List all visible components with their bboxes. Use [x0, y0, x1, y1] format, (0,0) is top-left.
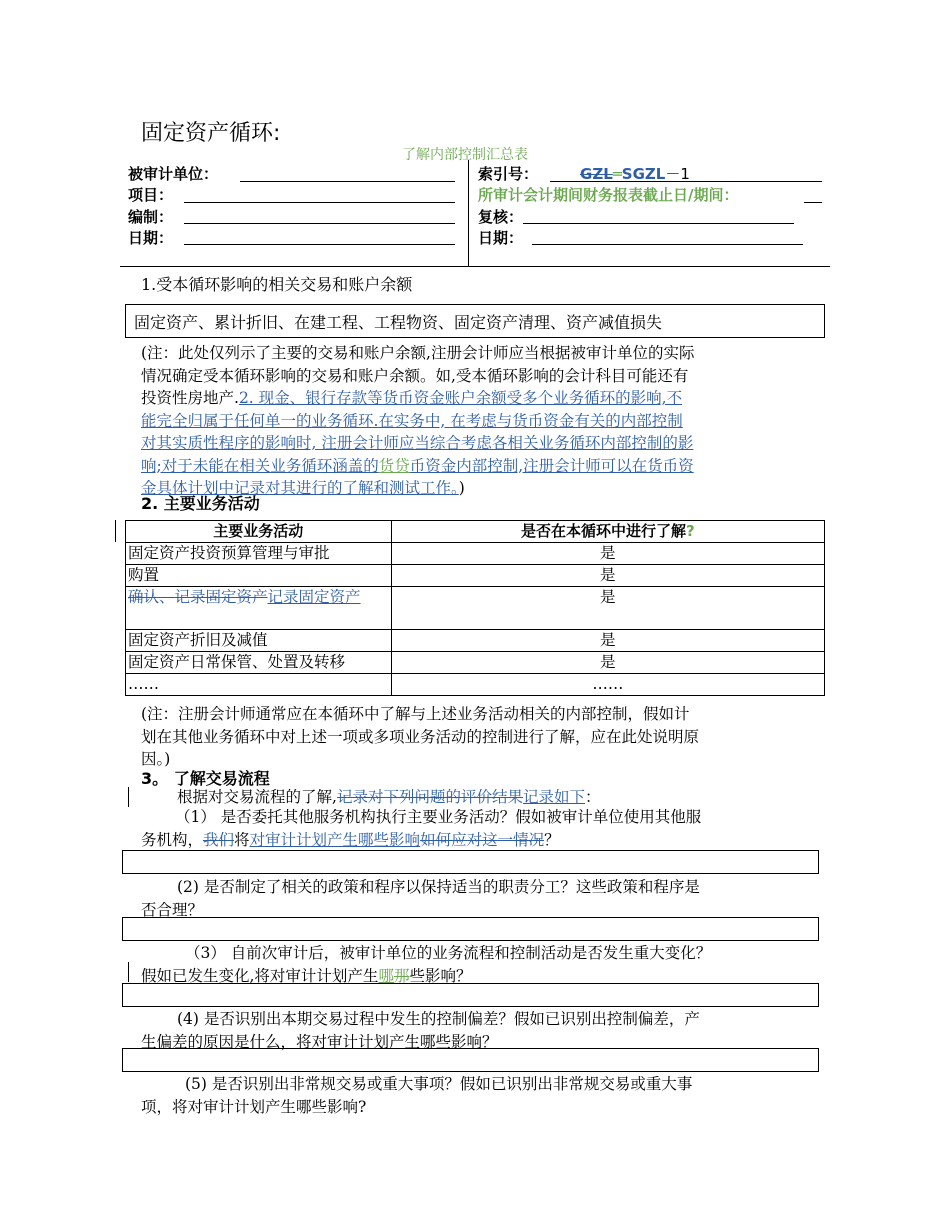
section3-intro: 根据对交易流程的了解,记录对下列问题的评价结果记录如下： — [177, 788, 601, 806]
accounts-text: 固定资产、累计折旧、在建工程、工程物资、固定资产清理、资产减值损失 — [134, 313, 663, 332]
status-cell: 是 — [391, 543, 824, 565]
table-marker — [115, 520, 116, 542]
activities-table — [125, 520, 825, 696]
date2-field[interactable] — [532, 244, 803, 245]
page-subtitle: 了解内部控制汇总表 — [402, 147, 528, 163]
answer-box-3[interactable] — [122, 983, 819, 1007]
project-label: 项目： — [128, 186, 174, 204]
section1-note: (注：此处仅列示了主要的交易和账户余额,注册会计师应当根据被审计单位的实际 情况确定受本循环影响的交易和账户余额。如,受本循环影响的会计科目可能还有 投资性房地产.2. 现金、银行存款等货币资金账户余额受多个业务循环的影响,不 能完全归属于任何单一的业务循环.在实务中, 在考虑与货币资金有关的内部控制 对其实质性程序的影响时, 注册会计师应当综合考虑各相关业务循环内部控制的影 响;对于未能在相关业务循环涵盖的货贷币资金内部控制,注册会计师可以在货币资 金具体计划中记录对其进行的了解和测试工作。) — [141, 344, 695, 497]
activity-cell: 固定资产折旧及减值 — [126, 630, 392, 652]
col-understood: 是否在本循环中进行了解? — [391, 521, 824, 543]
status-cell: 是 — [391, 630, 824, 652]
period-field[interactable] — [804, 202, 822, 203]
index-new: SGZL — [621, 165, 666, 183]
project-field[interactable] — [184, 202, 455, 203]
answer-box-1[interactable] — [122, 850, 819, 874]
review-field[interactable] — [523, 223, 794, 224]
col-activity: 主要业务活动 — [126, 521, 392, 543]
table-row — [126, 652, 825, 674]
entity-label: 被审计单位： — [128, 165, 219, 183]
activity-cell: 确认、记录固定资产记录固定资产 — [126, 587, 392, 630]
table-row — [126, 630, 825, 652]
page-title: 固定资产循环: — [141, 121, 281, 146]
section1-heading: 1.受本循环影响的相关交易和账户余额 — [141, 275, 413, 294]
table-row — [126, 587, 825, 630]
date-field[interactable] — [184, 244, 455, 245]
status-cell: 是 — [391, 587, 824, 630]
question-4: (4) 是否识别出本期交易过程中发生的控制偏差？假如已识别出控制偏差，产 生偏差的原因是什么，将对审计计划产生哪些影响？ — [141, 1010, 700, 1051]
answer-box-2[interactable] — [122, 917, 819, 941]
index-old: GZL — [580, 165, 613, 183]
question-1: （1） 是否委托其他服务机构执行主要业务活动？假如被审计单位使用其他服 务机构，我们将对审计计划产生哪些影响如何应对这一情况？ — [141, 808, 702, 849]
header-bottom-rule — [120, 266, 830, 267]
table-header-row — [126, 521, 825, 543]
prepared-label: 编制： — [128, 208, 174, 226]
activity-cell: …… — [126, 674, 392, 696]
date-label: 日期： — [128, 229, 174, 247]
status-cell: 是 — [391, 652, 824, 674]
status-cell: 是 — [391, 565, 824, 587]
intro-marker — [128, 787, 129, 807]
prepared-field[interactable] — [184, 223, 455, 224]
review-label: 复核： — [478, 208, 524, 226]
answer-box-4[interactable] — [122, 1048, 819, 1072]
question-3: （3） 自前次审计后，被审计单位的业务流程和控制活动是否发生重大变化？ 假如已发生变化,将对审计计划产生哪那些影响？ — [141, 944, 712, 985]
date2-label: 日期： — [478, 229, 524, 247]
section2-note: (注：注册会计师通常应在本循环中了解与上述业务活动相关的内部控制，假如计 划在其他业务循环中对上述一项或多项业务活动的控制进行了解，应在此处说明原 因。) — [141, 705, 700, 768]
table-row — [126, 543, 825, 565]
activity-cell: 固定资产投资预算管理与审批 — [126, 543, 392, 565]
q3-marker — [128, 962, 129, 982]
question-5: (5) 是否识别出非常规交易或重大事项？假如已识别出非常规交易或重大事 项，将对审计计划产生哪些影响? — [141, 1075, 693, 1116]
entity-field[interactable] — [240, 181, 455, 182]
accounts-box — [125, 304, 825, 338]
table-row — [126, 674, 825, 696]
header-divider — [468, 160, 469, 266]
section2-heading: 2. 主要业务活动 — [141, 494, 260, 513]
question-2: (2) 是否制定了相关的政策和程序以保持适当的职责分工？这些政策和程序是 否合理？ — [141, 878, 700, 919]
period-label: 所审计会计期间财务报表截止日/期间： — [478, 186, 739, 204]
index-field[interactable] — [550, 181, 822, 182]
activity-cell: 固定资产日常保管、处置及转移 — [126, 652, 392, 674]
status-cell: …… — [391, 674, 824, 696]
activity-cell: 购置 — [126, 565, 392, 587]
table-row — [126, 565, 825, 587]
section3-heading: 3。 了解交易流程 — [141, 769, 270, 788]
index-label: 索引号： GZL═SGZL－1 — [478, 165, 690, 183]
